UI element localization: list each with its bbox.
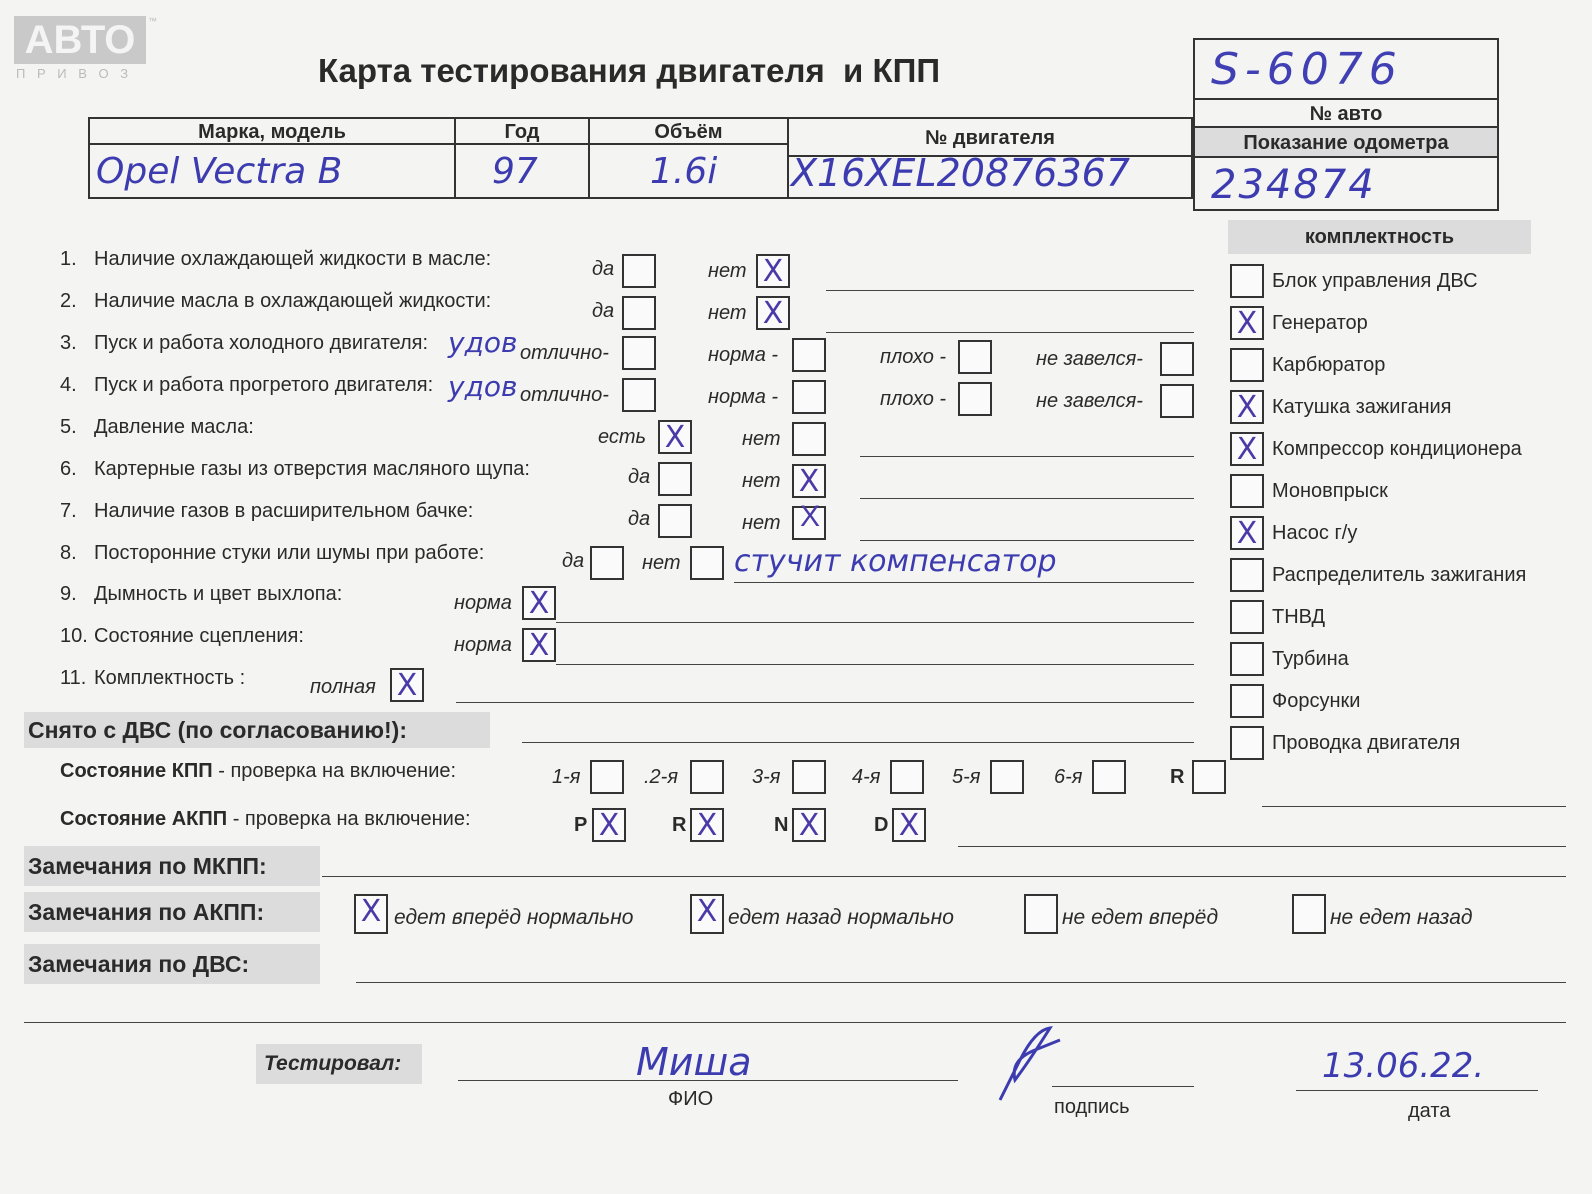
check8-no-box[interactable] [690,546,724,580]
date-label: дата [1408,1100,1451,1122]
mode-box[interactable] [792,808,826,842]
opt-no: нет [642,552,681,574]
kpp-label [60,760,456,783]
mode-label: R [672,814,687,836]
completeness-box[interactable] [1230,264,1264,298]
kpp-label-rest: - проверка на включение: [212,760,457,782]
auto-number-value: S-6076 [1211,44,1403,95]
opt-no: нет [742,512,781,534]
checkmark: X [1236,516,1258,551]
opt-excellent: отлично- [520,384,609,406]
check-text: Давление масла: [94,416,254,438]
opt-normal: норма - [708,344,779,366]
check8-yes-box[interactable] [590,546,624,580]
checkmark: X [528,628,550,663]
check-text: Наличие газов в расширительном бачке: [94,500,474,522]
opt-yes: да [628,466,651,488]
fill-line [1262,806,1566,807]
check3-handwritten: удов [448,326,518,359]
check-text: Пуск и работа прогретого двигателя: [94,374,434,396]
check-number: 7. [60,500,77,522]
akpp-label [60,808,471,831]
checkmark: X [696,808,718,843]
mode-label: N [774,814,789,836]
check-text: Картерные газы из отверстия масляного щупа: [94,458,530,480]
akpp-remark-label: не едет вперёд [1062,906,1219,929]
volume-cell [588,143,789,199]
fill-line [860,498,1194,499]
completeness-item-label: Моновпрыск [1272,480,1388,502]
completeness-item-label: Форсунки [1272,690,1361,712]
check6-yes-box[interactable] [658,462,692,496]
opt-no: нет [708,302,747,324]
gear-label: R [1170,766,1185,788]
checkmark: X [696,894,718,929]
volume-value: 1.6i [650,151,718,192]
checkmark: X [528,586,550,621]
completeness-box[interactable] [1230,306,1264,340]
checkmark: X [762,254,784,289]
odometer-value-cell [1193,158,1499,211]
logo-sub: П Р И В О З [16,66,133,81]
check5-present-box[interactable] [658,420,692,454]
remarks-mkpp-label: Замечания по МКПП: [24,846,320,886]
checkmark: X [1236,432,1258,467]
akpp-remark-box[interactable] [1024,894,1058,934]
akpp-remark-label: не едет назад [1330,906,1473,929]
check4-handwritten: удов [448,370,518,403]
opt-normal: норма - [708,386,779,408]
check-text: Наличие масла в охлаждающей жидкости: [94,290,492,312]
opt-not-started: не завелся- [1036,348,1143,370]
akpp-remark-box[interactable] [354,894,388,934]
check-number: 2. [60,290,77,312]
check7-yes-box[interactable] [658,504,692,538]
check-text: Пуск и работа холодного двигателя: [94,332,429,354]
fill-line [860,456,1194,457]
check3-excellent-box[interactable] [622,336,656,370]
fill-line [826,332,1194,333]
check-text: Состояние сцепления: [94,625,304,647]
fill-line [522,742,1194,743]
gear-box[interactable] [792,760,826,794]
gear-label: .2-я [644,766,679,788]
completeness-box[interactable] [1230,432,1264,466]
auto-number-label: № авто [1193,100,1499,128]
fill-line [826,290,1194,291]
fill-line [24,1022,1566,1023]
check-number: 3. [60,332,77,354]
make-value: Opel Vectra B [96,151,343,192]
checkmark: X [1236,390,1258,425]
check7-mark: X [800,500,821,533]
gear-box[interactable] [990,760,1024,794]
akpp-label-bold: Состояние АКПП [60,808,228,830]
opt-full: полная [310,676,376,698]
mode-box[interactable] [690,808,724,842]
check4-not-started-box[interactable] [1160,384,1194,418]
opt-excellent: отлично- [520,342,609,364]
completeness-item-label: Карбюратор [1272,354,1386,376]
logo-tm: ™ [148,16,157,26]
check1-no-box[interactable] [756,254,790,288]
col-year-head: Год [454,117,590,145]
completeness-box[interactable] [1230,390,1264,424]
opt-yes: да [592,258,615,280]
engine-value: X16XEL20876367 [791,151,1131,195]
check-number: 9. [60,583,77,605]
remarks-akpp-label: Замечания по АКПП: [24,892,320,932]
logo-main: АВТО [14,16,146,64]
gear-label: 3-я [752,766,781,788]
opt-no: нет [708,260,747,282]
check8-handwritten: стучит компенсатор [734,544,1057,579]
mode-label: P [574,814,588,836]
completeness-box[interactable] [1230,474,1264,508]
gear-label: 4-я [852,766,881,788]
fill-line [556,664,1194,665]
gear-label: 1-я [552,766,581,788]
check4-normal-box[interactable] [792,380,826,414]
opt-not-started: не завелся- [1036,390,1143,412]
fio-label: ФИО [668,1088,714,1110]
completeness-box[interactable] [1230,558,1264,592]
check3-bad-box[interactable] [958,340,992,374]
date-value: 13.06.22. [1322,1046,1485,1086]
opt-norm: норма [454,592,512,614]
completeness-box[interactable] [1230,600,1264,634]
check-number: 4. [60,374,77,396]
year-cell [454,143,590,199]
check-text: Посторонние стуки или шумы при работе: [94,542,485,564]
page-title: Карта тестирования двигателя и КПП [318,52,941,89]
gear-box[interactable] [1092,760,1126,794]
vehicle-header-table [88,117,1193,201]
completeness-title: комплектность [1228,220,1531,254]
opt-no: нет [742,428,781,450]
check4-excellent-box[interactable] [622,378,656,412]
opt-no: нет [742,470,781,492]
check-number: 8. [60,542,77,564]
check-number: 10. [60,625,88,647]
mode-label: D [874,814,889,836]
check11-full-box[interactable] [390,668,424,702]
gear-box[interactable] [690,760,724,794]
akpp-remark-label: едет вперёд нормально [394,906,634,929]
make-cell [88,143,456,199]
check-number: 1. [60,248,77,270]
check10-norm-box[interactable] [522,628,556,662]
check-number: 11. [60,667,87,689]
checkmark: X [396,668,418,703]
odometer-label: Показание одометра [1193,128,1499,158]
opt-yes: да [592,300,615,322]
check5-no-box[interactable] [792,422,826,456]
check-text: Дымность и цвет выхлопа: [94,583,343,605]
fill-line [1052,1086,1194,1087]
akpp-label-rest: - проверка на включение: [227,808,471,830]
tester-name: Миша [636,1040,752,1084]
checkmark: X [898,808,920,843]
logo [14,16,157,86]
year-value: 97 [492,151,538,192]
opt-norm: норма [454,634,512,656]
checkmark: X [1236,306,1258,341]
checkmark: X [360,894,382,929]
engine-cell [787,151,1193,199]
completeness-box[interactable] [1230,516,1264,550]
completeness-item-label: Насос г/у [1272,522,1358,544]
mode-box[interactable] [892,808,926,842]
fill-line [322,876,1566,877]
completeness-item-label: Проводка двигателя [1272,732,1461,754]
checkmark: X [598,808,620,843]
mode-box[interactable] [592,808,626,842]
col-make-head: Марка, модель [88,117,456,145]
opt-bad: плохо - [880,388,947,410]
col-volume-head: Объём [588,117,789,145]
check-number: 6. [60,458,77,480]
opt-yes: да [562,550,585,572]
checkmark: X [798,808,820,843]
fill-line [734,582,1194,583]
completeness-item-label: Компрессор кондиционера [1272,438,1522,460]
check-text: Наличие охлаждающей жидкости в масле: [94,248,492,270]
completeness-item-label: Блок управления ДВС [1272,270,1478,292]
akpp-remark-box[interactable] [690,894,724,934]
opt-present: есть [598,426,647,448]
opt-bad: плохо - [880,346,947,368]
completeness-item-label: Турбина [1272,648,1349,670]
completeness-item-label: Генератор [1272,312,1368,334]
removed-label: Снято с ДВС (по согласованию!): [24,712,490,748]
check2-no-box[interactable] [756,296,790,330]
completeness-box[interactable] [1230,642,1264,676]
fill-line [556,622,1194,623]
akpp-remark-label: едет назад нормально [728,906,954,929]
col-engine-head: № двигателя [787,117,1193,157]
completeness-item-label: Распределитель зажигания [1272,564,1527,586]
completeness-item-label: Катушка зажигания [1272,396,1452,418]
check3-normal-box[interactable] [792,338,826,372]
completeness-item-label: ТНВД [1272,606,1326,628]
akpp-remark-box[interactable] [1292,894,1326,934]
checkmark: X [664,420,686,455]
check-number: 5. [60,416,77,438]
check9-norm-box[interactable] [522,586,556,620]
kpp-label-bold: Состояние КПП [60,760,213,782]
opt-yes: да [628,508,651,530]
fill-line [860,540,1194,541]
completeness-box[interactable] [1230,348,1264,382]
gear-label: 5-я [952,766,981,788]
check3-not-started-box[interactable] [1160,342,1194,376]
gear-box[interactable] [590,760,624,794]
odometer-value: 234874 [1211,162,1376,208]
check4-bad-box[interactable] [958,382,992,416]
fill-line [356,982,1566,983]
signature-label: подпись [1054,1096,1130,1118]
fill-line [958,846,1566,847]
completeness-box[interactable] [1230,684,1264,718]
fill-line [1296,1090,1538,1091]
completeness-box[interactable] [1230,726,1264,760]
check1-yes-box[interactable] [622,254,656,288]
checkmark: X [762,296,784,331]
fill-line [456,702,1194,703]
gear-label: 6-я [1054,766,1083,788]
gear-box[interactable] [1192,760,1226,794]
remarks-dvs-label: Замечания по ДВС: [24,944,320,984]
checkmark: X [798,464,820,499]
check2-yes-box[interactable] [622,296,656,330]
check-text: Комплектность : [94,667,246,689]
tested-by-label: Тестировал: [256,1044,422,1084]
check6-no-box[interactable] [792,464,826,498]
gear-box[interactable] [890,760,924,794]
auto-number-box [1193,38,1499,100]
